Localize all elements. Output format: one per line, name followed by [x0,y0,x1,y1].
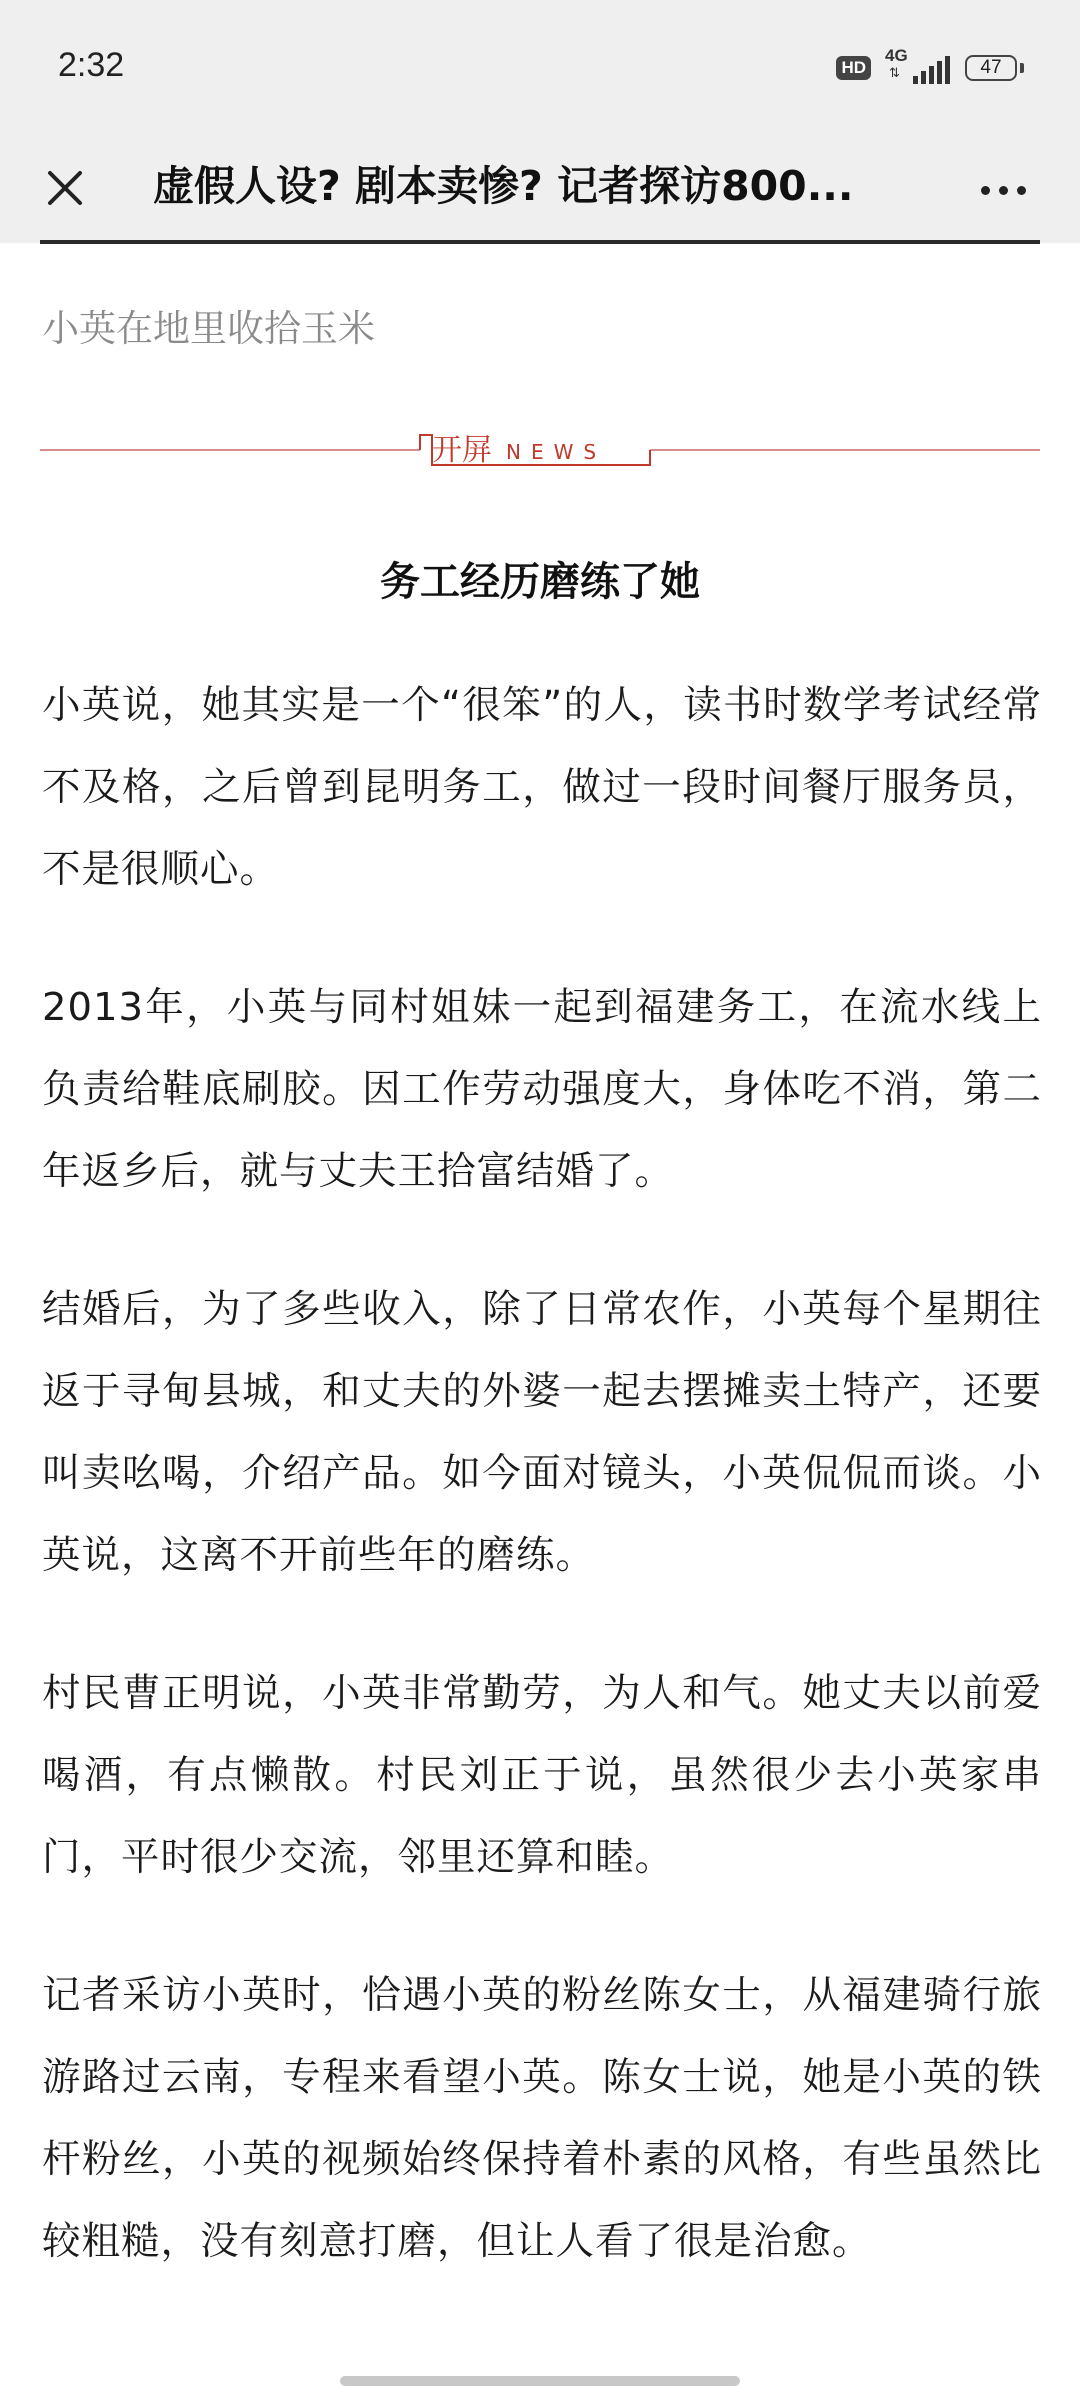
paragraph: 记者采访小英时，恰遇小英的粉丝陈女士，从福建骑行旅游路过云南，专程来看望小英。陈女士说，她是小英的铁杆粉丝，小英的视频始终保持着朴素的风格，有些虽然比较粗糙，没有刻意打磨，但让人看了很是治愈。 [42,1973,1042,2264]
paragraph: 村民曹正明说，小英非常勤劳，为人和气。她丈夫以前爱喝酒，有点懒散。村民刘正于说，虽然很少去小英家串门，平时很少交流，邻里还算和睦。 [42,1671,1042,1880]
news-label: NEWS [506,440,607,464]
news-divider [40,425,1040,485]
battery-icon [965,55,1017,81]
more-icon-dot [1017,186,1026,195]
status-icons [836,48,1024,88]
more-icon-dot [999,186,1008,195]
more-button[interactable] [968,165,1038,215]
signal-bars [913,56,950,84]
paragraph: 结婚后，为了多些收入，除了日常农作，小英每个星期往返于寻甸县城，和丈夫的外婆一起去摆摊卖土特产，还要叫卖吆喝，介绍产品。如今面对镜头，小英侃侃而谈。小英说，这离不开前些年的磨练。 [42,1287,1042,1578]
news-logo-text: 开屏 [432,433,492,468]
signal-icon [883,48,953,88]
paragraph: 小英说，她其实是一个“很笨”的人，读书时数学考试经常不及格，之后曾到昆明务工，做过一段时间餐厅服务员，不是很顺心。 [42,683,1042,892]
hd-icon: HD [836,56,871,80]
paragraph: 2013年，小英与同村姐妹一起到福建务工，在流水线上负责给鞋底刷胶。因工作劳动强度大，身体吃不消，第二年返乡后，就与丈夫王拾富结婚了。 [42,985,1042,1194]
more-icon [981,186,990,195]
battery-level: 47 [980,57,1002,78]
close-icon [30,153,100,223]
status-time: 2:32 [58,46,125,84]
data-arrows-icon: ⇅ [889,66,900,81]
close-button[interactable] [30,153,100,223]
nav-bar [0,135,1080,243]
page-title: 虚假人设? 剧本卖惨? 记者探访800... [153,162,854,210]
article-body [42,665,1042,2339]
status-bar [0,0,1080,135]
image-bottom-edge [40,240,1040,244]
section-heading: 务工经历磨练了她 [380,559,700,605]
home-indicator[interactable] [340,2376,740,2386]
network-type-label: 4G [885,46,908,65]
battery-cap [1020,63,1024,73]
image-caption: 小英在地里收拾玉米 [42,307,375,350]
